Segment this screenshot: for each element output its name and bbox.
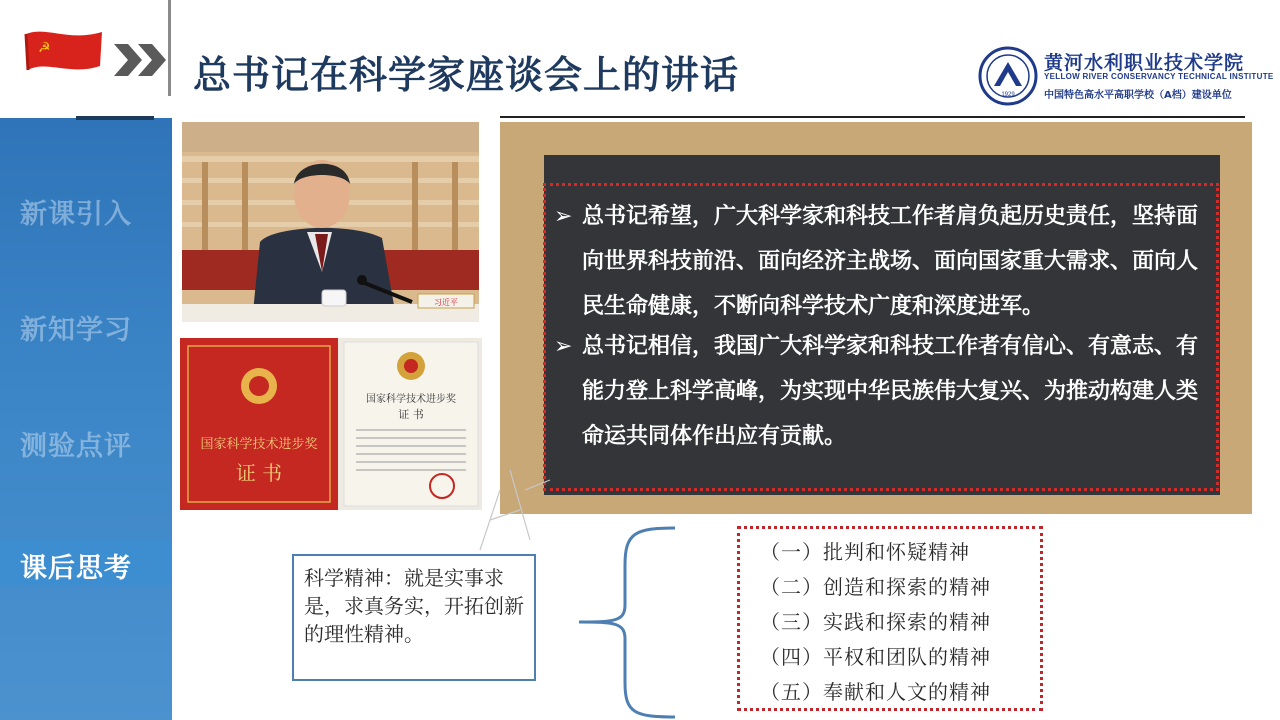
sidebar-item-reflection-label: 课后思考 [20, 553, 132, 584]
sidebar-item-learning[interactable]: 新知学习 [20, 315, 132, 346]
svg-text:☭: ☭ [38, 40, 51, 56]
sidebar-top-bar [76, 116, 154, 120]
cert-cover-label: 证 书 [235, 461, 283, 485]
arrow-bullet-icon: ➢ [554, 334, 573, 359]
list-item: （二）创造和探索的精神 [760, 575, 991, 599]
watermark [470, 450, 560, 560]
science-spirit-box: 科学精神：就是实事求是，求真务实，开拓创新的理性精神。 [292, 554, 536, 681]
logo-year: 1929 [1001, 92, 1015, 98]
board-bullet-2-text: 总书记相信，我国广大科学家和科技工作者有信心、有意志、有能力登上科学高峰，为实现中华民族伟大复兴、为推动构建人类命运共同体作出应有贡献。 [582, 334, 1199, 449]
red-flag-icon [22, 26, 106, 78]
certificate-photo [180, 338, 482, 510]
school-logo [978, 46, 1038, 106]
speaker-photo [182, 122, 479, 322]
school-name-en: YELLOW RIVER CONSERVANCY TECHNICAL INSTITUTE [1044, 72, 1274, 81]
header-rule [500, 116, 1245, 118]
chevron-right-icon [112, 40, 172, 80]
page-title: 总书记在科学家座谈会上的讲话 [193, 53, 740, 97]
cert-cover-title: 国家科学技术进步奖 [200, 437, 318, 452]
header-divider [168, 0, 171, 96]
cert-inner-title: 国家科学技术进步奖 [366, 394, 456, 405]
arrow-bullet-icon: ➢ [554, 204, 573, 229]
brace-icon [575, 525, 685, 720]
sidebar-item-intro[interactable]: 新课引入 [20, 199, 132, 230]
board-bullet-1-text: 总书记希望，广大科学家和科技工作者肩负起历史责任，坚持面向世界科技前沿、面向经济主战场、面向国家重大需求、面向人民生命健康，不断向科学技术广度和深度进军。 [582, 204, 1199, 319]
school-subtitle: 中国特色高水平高职学校（A档）建设单位 [1044, 90, 1232, 101]
sidebar-item-quiz[interactable]: 测验点评 [20, 431, 132, 462]
list-item: （一）批判和怀疑精神 [760, 540, 970, 564]
list-item: （四）平权和团队的精神 [760, 645, 991, 669]
list-item: （三）实践和探索的精神 [760, 610, 991, 634]
cert-inner-label: 证 书 [398, 408, 424, 421]
list-item: （五）奉献和人文的精神 [760, 680, 991, 704]
nameplate-text: 习近平 [434, 298, 458, 307]
school-name: 黄河水利职业技术学院 [1044, 52, 1245, 74]
sidebar-item-reflection[interactable] [0, 539, 172, 585]
